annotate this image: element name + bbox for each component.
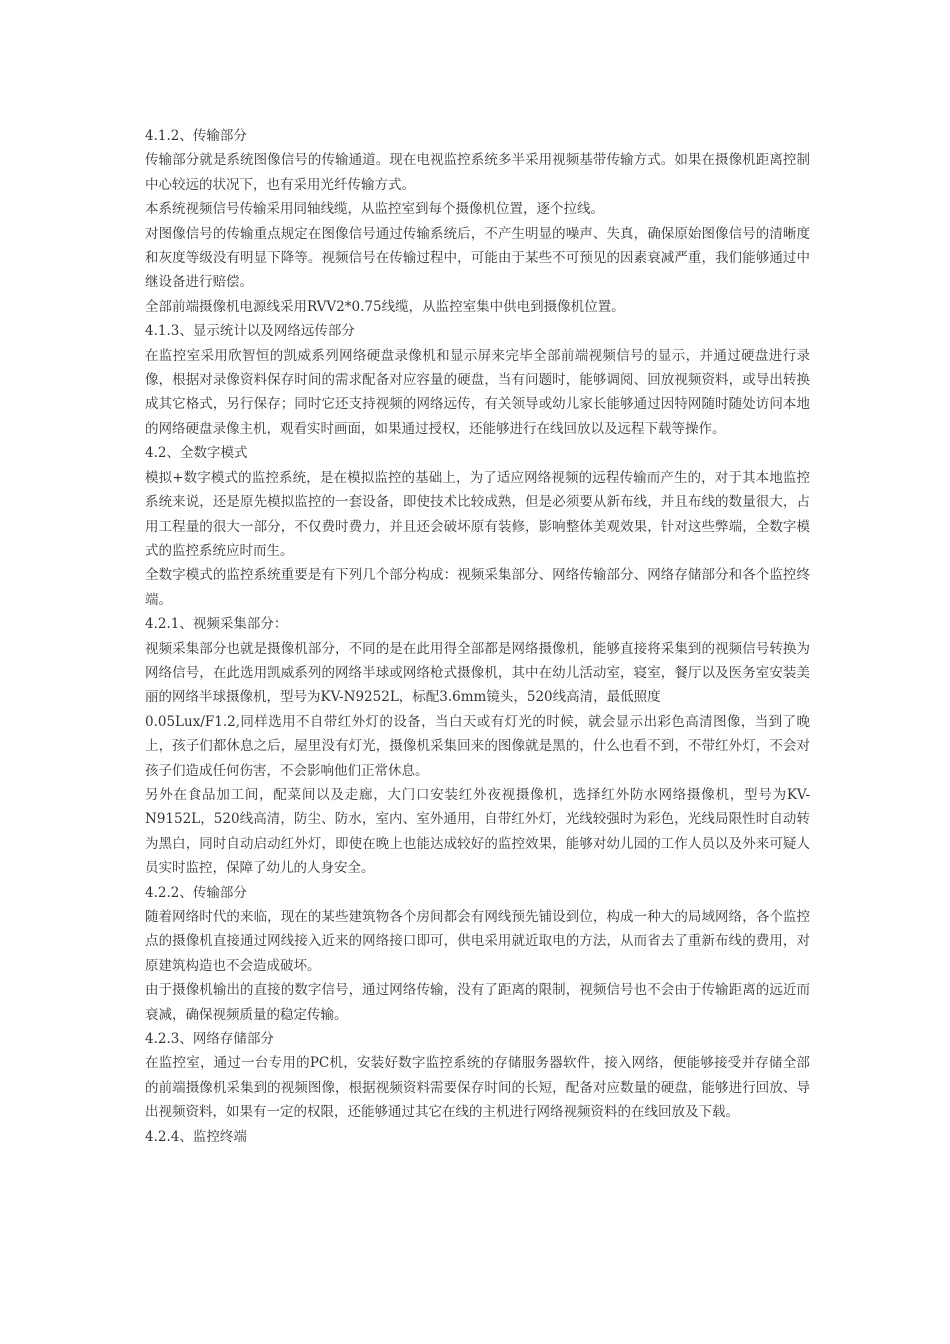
- paragraph: 随着网络时代的来临，现在的某些建筑物各个房间都会有网线预先铺设到位，构成一种大的局域网络，各个监控点的摄像机直接通过网线接入近来的网络接口即可，供电采用就近取电的方法，从而省去了重新布线的费用，对原建筑构造也不会造成破坏。: [145, 909, 810, 974]
- heading-4-2-1: 4.2.1、视频采集部分：: [145, 616, 288, 633]
- heading-4-2-2: 4.2.2、传输部分: [145, 884, 247, 901]
- paragraph: 对图像信号的传输重点规定在图像信号通过传输系统后，不产生明显的噪声、失真，确保原始图像信号的清晰度和灰度等级没有明显下降等。视频信号在传输过程中，可能由于某些不可预见的因素衰减严重，我们能够通过中继设备进行赔偿。: [145, 225, 810, 291]
- document-body: [145, 124, 810, 1149]
- paragraph: 视频采集部分也就是摄像机部分，不同的是在此用得全部都是网络摄像机，能够直接将采集到的视频信号转换为网络信号，在此选用凯威系列的网络半球或网络枪式摄像机，其中在幼儿活动室，寝室，餐厅以及医务室安装美丽的网络半球摄像机，型号为KV-N9252L，标配3.6mm镜头，520线高清，最低照度: [145, 640, 810, 706]
- paragraph: 全部前端摄像机电源线采用RVV2*0.75线缆，从监控室集中供电到摄像机位置。: [145, 298, 625, 315]
- paragraph: 在监控室采用欣智恒的凯威系列网络硬盘录像机和显示屏来完毕全部前端视频信号的显示，并通过硬盘进行录像，根据对录像资料保存时间的需求配备对应容量的硬盘，当有问题时，能够调阅、回放视频资料，或导出转换成其它格式，另行保存；同时它还支持视频的网络远传，有关领导或幼儿家长能够通过因特网随时随处访问本地的网络硬盘录像主机，观看实时画面，如果通过授权，还能够进行在线回放以及远程下载等操作。: [145, 347, 810, 437]
- paragraph: 另外在食品加工间，配菜间以及走廊，大门口安装红外夜视摄像机，选择红外防水网络摄像机，型号为KV-N9152L，520线高清，防尘、防水，室内、室外通用，自带红外灯，光线较强时为彩色，光线局限性时自动转为黑白，同时自动启动红外灯，即使在晚上也能达成较好的监控效果，能够对幼儿园的工作人员以及外来可疑人员实时监控，保障了幼儿的人身安全。: [145, 786, 810, 877]
- paragraph: 0.05Lux/F1.2,同样选用不自带红外灯的设备，当白天或有灯光的时候，就会显示出彩色高清图像，当到了晚上，孩子们都休息之后，屋里没有灯光，摄像机采集回来的图像就是黑的，什么也看不到，不带红外灯，不会对孩子们造成任何伤害，不会影响他们正常休息。: [145, 713, 810, 779]
- paragraph: 本系统视频信号传输采用同轴线缆，从监控室到每个摄像机位置，逐个拉线。: [145, 201, 604, 218]
- heading-4-1-3: 4.1.3、显示统计以及网络远传部分: [145, 323, 355, 340]
- paragraph: 全数字模式的监控系统重要是有下列几个部分构成：视频采集部分、网络传输部分、网络存储部分和各个监控终端。: [145, 567, 810, 608]
- paragraph: 模拟+数字模式的监控系统，是在模拟监控的基础上，为了适应网络视频的远程传输而产生的，对于其本地监控系统来说，还是原先模拟监控的一套设备，即使技术比较成熟，但是必须要从新布线，并且布线的数量很大，占用工程量的很大一部分，不仅费时费力，并且还会破坏原有装修，影响整体美观效果，针对这些弊端，全数字模式的监控系统应时而生。: [145, 469, 810, 559]
- heading-4-2-3: 4.2.3、网络存储部分: [145, 1031, 274, 1048]
- paragraph: 在监控室，通过一台专用的PC机，安装好数字监控系统的存储服务器软件，接入网络，便能够接受并存储全部的前端摄像机采集到的视频图像，根据视频资料需要保存时间的长短，配备对应数量的硬盘，能够进行回放、导出视频资料，如果有一定的权限，还能够通过其它在线的主机进行网络视频资料的在线回放及下载。: [145, 1055, 810, 1121]
- heading-4-2-4: 4.2.4、监控终端: [145, 1128, 247, 1145]
- paragraph: 传输部分就是系统图像信号的传输通道。现在电视监控系统多半采用视频基带传输方式。如果在摄像机距离控制中心较远的状况下，也有采用光纤传输方式。: [145, 152, 810, 193]
- heading-4-1-2: 4.1.2、传输部分: [145, 128, 247, 144]
- paragraph: 由于摄像机输出的直接的数字信号，通过网络传输，没有了距离的限制，视频信号也不会由于传输距离的远近而衰减，确保视频质量的稳定传输。: [145, 982, 810, 1023]
- heading-4-2: 4.2、全数字模式: [145, 445, 248, 462]
